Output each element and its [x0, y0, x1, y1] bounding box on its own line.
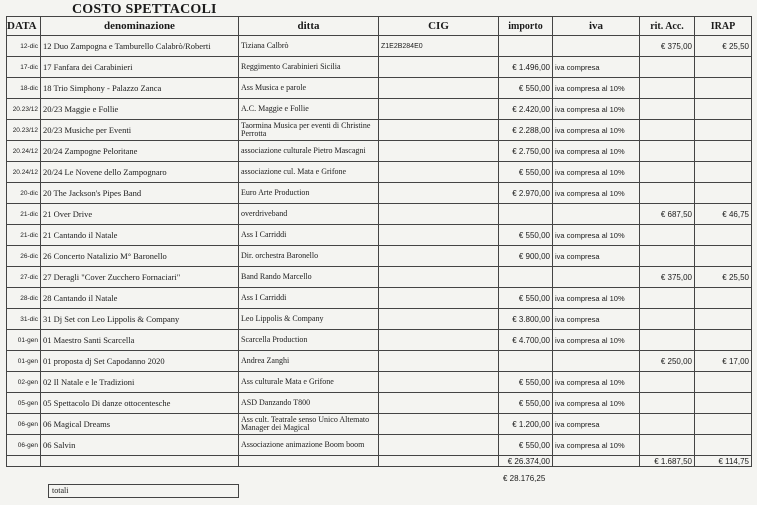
iva-cell: iva compresa al 10%: [553, 162, 640, 183]
subtotal-importo-cell: € 26.374,00: [499, 456, 553, 467]
cig-cell: Z1E2B284E0: [379, 36, 499, 57]
table-row: [7, 393, 752, 414]
denominazione-cell: 20 The Jackson's Pipes Band: [41, 183, 239, 204]
table-row: [7, 78, 752, 99]
irap-cell: € 25,50: [695, 267, 752, 288]
iva-cell: iva compresa al 10%: [553, 183, 640, 204]
iva-cell: iva compresa: [553, 414, 640, 435]
totals-label-cell: totali: [48, 484, 239, 498]
rit-acc-cell: [640, 57, 695, 78]
ditta-cell: associazione culturale Pietro Mascagni: [239, 141, 379, 162]
cig-cell: [379, 78, 499, 99]
denominazione-cell: 02 Il Natale e le Tradizioni: [41, 372, 239, 393]
cig-cell: [379, 57, 499, 78]
header-irap: IRAP: [695, 17, 752, 36]
irap-cell: [695, 141, 752, 162]
date-cell: 26-dic: [7, 246, 41, 267]
cig-cell: [379, 225, 499, 246]
subtotal-cig-cell: [379, 456, 499, 467]
importo-cell: € 550,00: [499, 162, 553, 183]
importo-cell: € 550,00: [499, 393, 553, 414]
date-cell: 20.24/12: [7, 141, 41, 162]
date-cell: 01-gen: [7, 351, 41, 372]
table-row: [7, 246, 752, 267]
denominazione-cell: 20/23 Maggie e Follie: [41, 99, 239, 120]
subtotal-row: [7, 456, 752, 467]
table-row: [7, 267, 752, 288]
cig-cell: [379, 393, 499, 414]
date-cell: 06-gen: [7, 435, 41, 456]
ditta-cell: Ass Musica e parole: [239, 78, 379, 99]
iva-cell: iva compresa al 10%: [553, 372, 640, 393]
header-row: [7, 17, 752, 36]
iva-cell: iva compresa: [553, 309, 640, 330]
rit-acc-cell: [640, 309, 695, 330]
cig-cell: [379, 183, 499, 204]
rit-acc-cell: [640, 330, 695, 351]
table-row: [7, 204, 752, 225]
ditta-cell: Andrea Zanghi: [239, 351, 379, 372]
importo-cell: € 4.700,00: [499, 330, 553, 351]
iva-cell: iva compresa: [553, 57, 640, 78]
rit-acc-cell: [640, 414, 695, 435]
ditta-cell: Ass culturale Mata e Grifone: [239, 372, 379, 393]
irap-cell: [695, 162, 752, 183]
irap-cell: [695, 246, 752, 267]
rit-acc-cell: [640, 393, 695, 414]
iva-cell: iva compresa al 10%: [553, 225, 640, 246]
rit-acc-cell: [640, 372, 695, 393]
denominazione-cell: 26 Concerto Natalizio M° Baronello: [41, 246, 239, 267]
importo-cell: [499, 267, 553, 288]
importo-cell: € 1.496,00: [499, 57, 553, 78]
ditta-cell: Ass I Carriddi: [239, 288, 379, 309]
cig-cell: [379, 267, 499, 288]
importo-cell: € 2.420,00: [499, 99, 553, 120]
irap-cell: € 46,75: [695, 204, 752, 225]
importo-cell: € 550,00: [499, 435, 553, 456]
rit-acc-cell: [640, 225, 695, 246]
ditta-cell: associazione cul. Mata e Grifone: [239, 162, 379, 183]
denominazione-cell: 28 Cantando il Natale: [41, 288, 239, 309]
denominazione-cell: 12 Duo Zampogna e Tamburello Calabrò/Roberti: [41, 36, 239, 57]
rit-acc-cell: [640, 120, 695, 141]
irap-cell: [695, 288, 752, 309]
ditta-cell: Ass cult. Teatrale senso Unico Altemato Manager dei Magical: [239, 414, 379, 435]
table-row: [7, 351, 752, 372]
iva-cell: [553, 204, 640, 225]
cig-cell: [379, 309, 499, 330]
date-cell: 02-gen: [7, 372, 41, 393]
denominazione-cell: 21 Over Drive: [41, 204, 239, 225]
cig-cell: [379, 414, 499, 435]
rit-acc-cell: [640, 435, 695, 456]
table-row: [7, 435, 752, 456]
table-row: [7, 57, 752, 78]
importo-cell: [499, 204, 553, 225]
irap-cell: [695, 309, 752, 330]
irap-cell: [695, 99, 752, 120]
date-cell: 06-gen: [7, 414, 41, 435]
cig-cell: [379, 288, 499, 309]
irap-cell: [695, 414, 752, 435]
denominazione-cell: 06 Magical Dreams: [41, 414, 239, 435]
cig-cell: [379, 435, 499, 456]
cig-cell: [379, 99, 499, 120]
irap-cell: [695, 120, 752, 141]
date-cell: 21-dic: [7, 204, 41, 225]
table-row: [7, 309, 752, 330]
denominazione-cell: 20/24 Le Novene dello Zampognaro: [41, 162, 239, 183]
denominazione-cell: 06 Salvin: [41, 435, 239, 456]
date-cell: 20.23/12: [7, 120, 41, 141]
iva-cell: iva compresa al 10%: [553, 288, 640, 309]
rit-acc-cell: [640, 183, 695, 204]
date-cell: 18-dic: [7, 78, 41, 99]
iva-cell: iva compresa al 10%: [553, 435, 640, 456]
ditta-cell: Ass I Carriddi: [239, 225, 379, 246]
cost-table: [6, 16, 752, 467]
table-row: [7, 120, 752, 141]
irap-cell: [695, 393, 752, 414]
denominazione-cell: 20/24 Zampogne Peloritane: [41, 141, 239, 162]
date-cell: 20.23/12: [7, 99, 41, 120]
ditta-cell: Dir. orchestra Baronello: [239, 246, 379, 267]
table-row: [7, 36, 752, 57]
importo-cell: [499, 36, 553, 57]
subtotal-rit-acc-cell: € 1.687,50: [640, 456, 695, 467]
header-ditta: ditta: [239, 17, 379, 36]
denominazione-cell: 05 Spettacolo Di danze ottocentesche: [41, 393, 239, 414]
irap-cell: [695, 78, 752, 99]
date-cell: 17-dic: [7, 57, 41, 78]
subtotal-iva-cell: [553, 456, 640, 467]
cig-cell: [379, 141, 499, 162]
ditta-cell: Leo Lippolis & Company: [239, 309, 379, 330]
irap-cell: [695, 435, 752, 456]
header-importo: importo: [499, 17, 553, 36]
rit-acc-cell: € 375,00: [640, 36, 695, 57]
ditta-cell: Euro Arte Production: [239, 183, 379, 204]
ditta-cell: overdriveband: [239, 204, 379, 225]
rit-acc-cell: [640, 288, 695, 309]
denominazione-cell: 17 Fanfara dei Carabinieri: [41, 57, 239, 78]
iva-cell: iva compresa al 10%: [553, 330, 640, 351]
cig-cell: [379, 120, 499, 141]
table-row: [7, 225, 752, 246]
date-cell: 20.24/12: [7, 162, 41, 183]
importo-cell: € 550,00: [499, 225, 553, 246]
header-cig: CIG: [379, 17, 499, 36]
date-cell: 27-dic: [7, 267, 41, 288]
rit-acc-cell: [640, 78, 695, 99]
cig-cell: [379, 162, 499, 183]
cig-cell: [379, 351, 499, 372]
date-cell: 20-dic: [7, 183, 41, 204]
date-cell: 01-gen: [7, 330, 41, 351]
subtotal-ditta-cell: [239, 456, 379, 467]
denominazione-cell: 01 Maestro Santi Scarcella: [41, 330, 239, 351]
page-title: COSTO SPETTACOLI: [72, 2, 217, 17]
rit-acc-cell: € 687,50: [640, 204, 695, 225]
ditta-cell: Reggimento Carabinieri Sicilia: [239, 57, 379, 78]
denominazione-cell: 18 Trio Simphony - Palazzo Zanca: [41, 78, 239, 99]
ditta-cell: A.C. Maggie e Follie: [239, 99, 379, 120]
cig-cell: [379, 204, 499, 225]
irap-cell: [695, 225, 752, 246]
importo-cell: € 550,00: [499, 372, 553, 393]
date-cell: 21-dic: [7, 225, 41, 246]
iva-cell: [553, 351, 640, 372]
rit-acc-cell: [640, 246, 695, 267]
ditta-cell: Tiziana Calbrò: [239, 36, 379, 57]
date-cell: 28-dic: [7, 288, 41, 309]
denominazione-cell: 01 proposta dj Set Capodanno 2020: [41, 351, 239, 372]
iva-cell: [553, 36, 640, 57]
irap-cell: [695, 183, 752, 204]
irap-cell: [695, 372, 752, 393]
date-cell: 31-dic: [7, 309, 41, 330]
ditta-cell: ASD Danzando T800: [239, 393, 379, 414]
date-cell: 12-dic: [7, 36, 41, 57]
ditta-cell: Taormina Musica per eventi di Christine Perrotta: [239, 120, 379, 141]
importo-cell: € 900,00: [499, 246, 553, 267]
denominazione-cell: 21 Cantando il Natale: [41, 225, 239, 246]
rit-acc-cell: [640, 99, 695, 120]
iva-cell: iva compresa al 10%: [553, 120, 640, 141]
cig-cell: [379, 372, 499, 393]
cig-cell: [379, 246, 499, 267]
iva-cell: iva compresa al 10%: [553, 393, 640, 414]
iva-cell: [553, 267, 640, 288]
ditta-cell: Band Rando Marcello: [239, 267, 379, 288]
denominazione-cell: 20/23 Musiche per Eventi: [41, 120, 239, 141]
grand-total: € 28.176,25: [503, 474, 546, 483]
table-row: [7, 183, 752, 204]
importo-cell: € 550,00: [499, 78, 553, 99]
irap-cell: [695, 57, 752, 78]
iva-cell: iva compresa al 10%: [553, 141, 640, 162]
denominazione-cell: 31 Dj Set con Leo Lippolis & Company: [41, 309, 239, 330]
rit-acc-cell: € 250,00: [640, 351, 695, 372]
header-iva: iva: [553, 17, 640, 36]
irap-cell: € 17,00: [695, 351, 752, 372]
subtotal-date-cell: [7, 456, 41, 467]
table-row: [7, 99, 752, 120]
table-row: [7, 141, 752, 162]
rit-acc-cell: € 375,00: [640, 267, 695, 288]
header-rit-acc: rit. Acc.: [640, 17, 695, 36]
denominazione-cell: 27 Deragli "Cover Zucchero Fornaciari": [41, 267, 239, 288]
iva-cell: iva compresa al 10%: [553, 78, 640, 99]
ditta-cell: Scarcella Production: [239, 330, 379, 351]
rit-acc-cell: [640, 141, 695, 162]
irap-cell: € 25,50: [695, 36, 752, 57]
table-row: [7, 162, 752, 183]
importo-cell: € 550,00: [499, 288, 553, 309]
table-row: [7, 288, 752, 309]
importo-cell: € 3.800,00: [499, 309, 553, 330]
iva-cell: iva compresa: [553, 246, 640, 267]
iva-cell: iva compresa al 10%: [553, 99, 640, 120]
cig-cell: [379, 330, 499, 351]
table-row: [7, 330, 752, 351]
subtotal-denominazione-cell: [41, 456, 239, 467]
importo-cell: € 2.750,00: [499, 141, 553, 162]
importo-cell: € 1.200,00: [499, 414, 553, 435]
importo-cell: € 2.288,00: [499, 120, 553, 141]
header-data: DATA: [7, 17, 41, 36]
importo-cell: € 2.970,00: [499, 183, 553, 204]
importo-cell: [499, 351, 553, 372]
date-cell: 05-gen: [7, 393, 41, 414]
header-denominazione: denominazione: [41, 17, 239, 36]
ditta-cell: Associazione animazione Boom boom: [239, 435, 379, 456]
rit-acc-cell: [640, 162, 695, 183]
table-row: [7, 414, 752, 435]
table-row: [7, 372, 752, 393]
subtotal-irap-cell: € 114,75: [695, 456, 752, 467]
irap-cell: [695, 330, 752, 351]
